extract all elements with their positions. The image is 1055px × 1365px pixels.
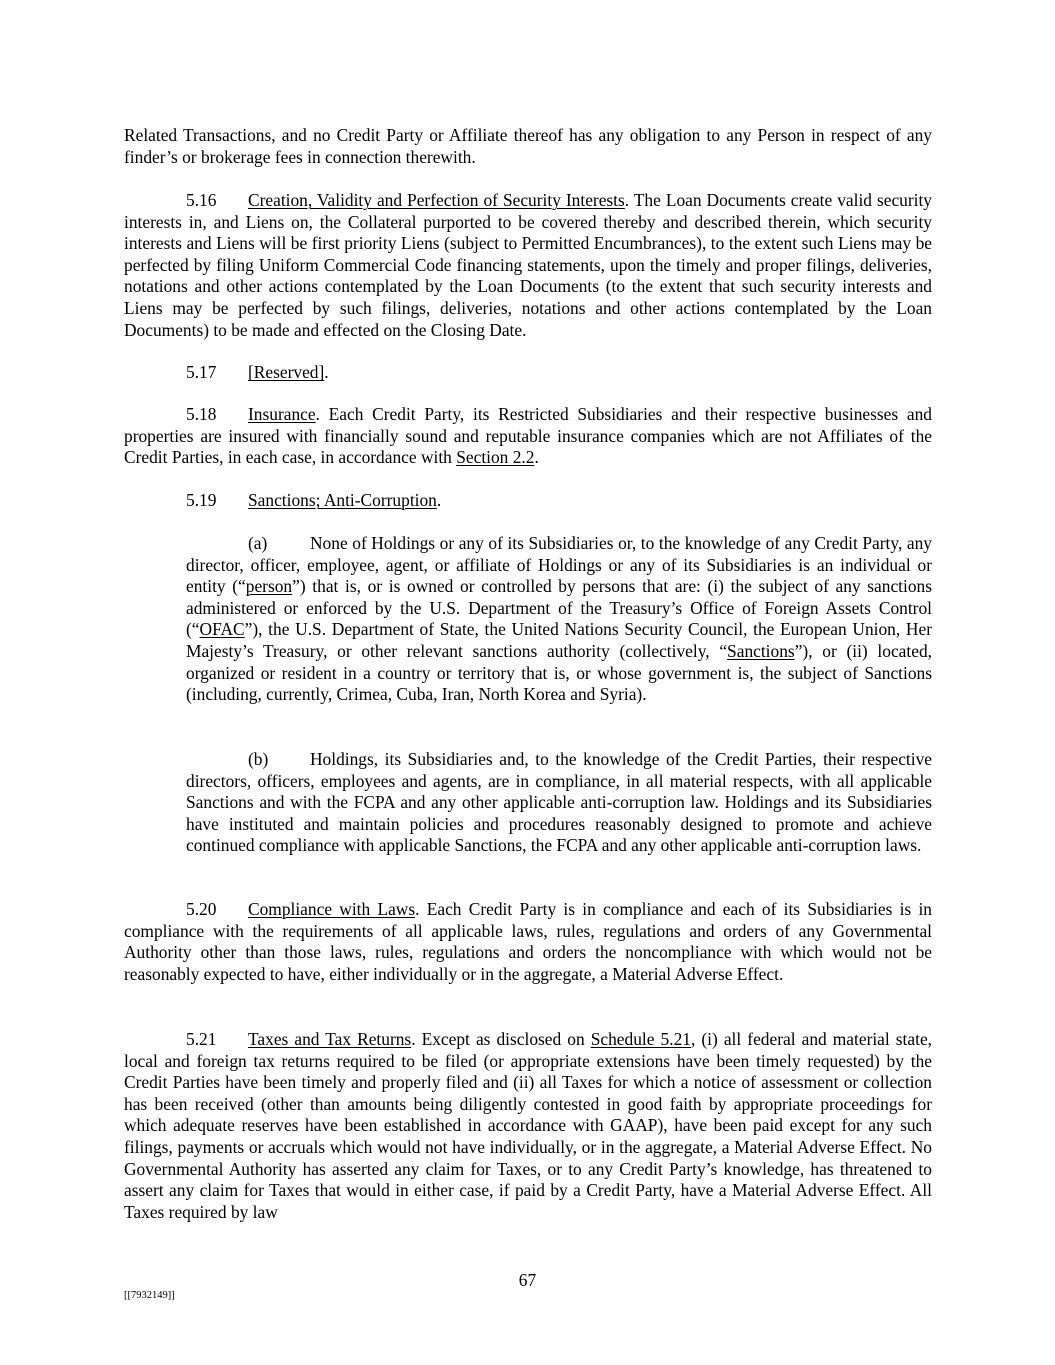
clause-label: (b) bbox=[248, 749, 269, 769]
defined-term: person bbox=[245, 576, 293, 597]
section-5-20: 5.20 Compliance with Laws. Each Credit Party is in compliance and each of its Subsidiaries is in compliance with the requirements of all applicable laws, rules, regulations and orders of any Governmental Authority other than those laws, rules, regulations and orders the noncompliance with which would not be reasonably expected to have, either individually or in the aggregate, a Material Adverse Effect. bbox=[124, 899, 932, 984]
section-5-16: 5.16 Creation, Validity and Perfection of Security Interests. The Loan Documents create valid security interests in, and Liens on, the Collateral purported to be covered thereby and described therein, which security interests and Liens will be first priority Liens (subject to Permitted Encumbrances), to the extent such Liens may be perfected by filing Uniform Commercial Code financing statements, upon the timely and proper filings, deliveries, notations and other actions contemplated by the Loan Documents (to the extent that such security interests and Liens may be perfected by such filings, deliveries, notations and other actions contemplated by the Loan Documents) to be made and effected on the Closing Date. bbox=[124, 190, 933, 340]
section-number: 5.20 bbox=[186, 899, 217, 919]
section-title: Insurance bbox=[248, 404, 316, 424]
section-5-17: 5.17 [Reserved]. bbox=[186, 362, 329, 382]
section-number: 5.18 bbox=[186, 404, 217, 424]
cross-reference: Schedule 5.21 bbox=[590, 1029, 691, 1049]
section-title: Compliance with Laws bbox=[248, 899, 416, 919]
document-id: [[7932149]] bbox=[124, 1290, 175, 1301]
clause-label: (a) bbox=[248, 533, 268, 553]
section-number: 5.19 bbox=[186, 490, 217, 510]
cross-reference: Section 2.2 bbox=[456, 447, 535, 468]
defined-term: OFAC bbox=[199, 619, 245, 640]
clause-5-19-b: (b) Holdings, its Subsidiaries and, to the knowledge of the Credit Parties, their respective directors, officers, employees and agents, are in compliance, in all material respects, with all applicable Sanctions and with the FCPA and any other applicable anti-corruption law. Holdings and its Subsidiaries have instituted and maintain policies and procedures reasonably designed to promote and achieve continued compliance with applicable Sanctions, the FCPA and any other applicable anti-corruption laws. bbox=[186, 749, 932, 856]
section-number: 5.16 bbox=[186, 190, 217, 210]
clause-5-19-a: (a) None of Holdings or any of its Subsidiaries or, to the knowledge of any Credit Party, any director, officer, employee, agent, or affiliate of Holdings or any of its Subsidiaries is an individual or entity (“person”) that is, or is owned or controlled by persons that are: (i) the subject of any sanctions administered or enforced by the U.S. Department of the Treasury’s Office of Foreign Assets Control (“OFAC”), the U.S. Department of State, the United Nations Security Council, the European Union, Her Majesty’s Treasury, or other relevant sanctions authority (collectively, “Sanctions”), or (ii) located, organized or resident in a country or territory that is, or whose government is, the subject of Sanctions (including, currently, Crimea, Cuba, Iran, North Korea and Syria). bbox=[186, 533, 932, 705]
defined-term: Sanctions bbox=[727, 640, 795, 661]
section-5-18: 5.18 Insurance. Each Credit Party, its Restricted Subsidiaries and their respective businesses and properties are insured with financially sound and reputable insurance companies which are not Affiliates of the Credit Parties, in each case, in accordance with Section 2.2. bbox=[124, 404, 932, 468]
intro-paragraph: Related Transactions, and no Credit Party or Affiliate thereof has any obligation to any Person in respect of any finder’s or brokerage fees in connection therewith. bbox=[124, 125, 932, 167]
section-5-21: 5.21 Taxes and Tax Returns. Except as disclosed on Schedule 5.21, (i) all federal and material state, local and foreign tax returns required to be filed (or appropriate extensions have been timely requested) by the Credit Parties have been timely and properly filed and (ii) all Taxes for which a notice of assessment or collection has been received (other than amounts being diligently contested in good faith by appropriate proceedings for which adequate reserves have been established in accordance with GAAP), have been paid except for any such filings, payments or accruals which would not have individually, or in the aggregate, a Material Adverse Effect. No Governmental Authority has asserted any claim for Taxes, or to any Credit Party’s knowledge, has threatened to assert any claim for Taxes that would in either case, if paid by a Credit Party, have a Material Adverse Effect. All Taxes required by law bbox=[124, 1029, 933, 1222]
section-title: Sanctions; Anti-Corruption bbox=[248, 490, 437, 510]
page-number: 67 bbox=[518, 1270, 537, 1290]
section-title: Taxes and Tax Returns bbox=[248, 1029, 412, 1049]
section-5-19: 5.19 Sanctions; Anti-Corruption. bbox=[186, 490, 442, 510]
section-number: 5.21 bbox=[186, 1029, 217, 1049]
section-title: Creation, Validity and Perfection of Security Interests bbox=[248, 190, 625, 210]
section-title: [Reserved] bbox=[248, 362, 325, 382]
section-number: 5.17 bbox=[186, 362, 217, 382]
